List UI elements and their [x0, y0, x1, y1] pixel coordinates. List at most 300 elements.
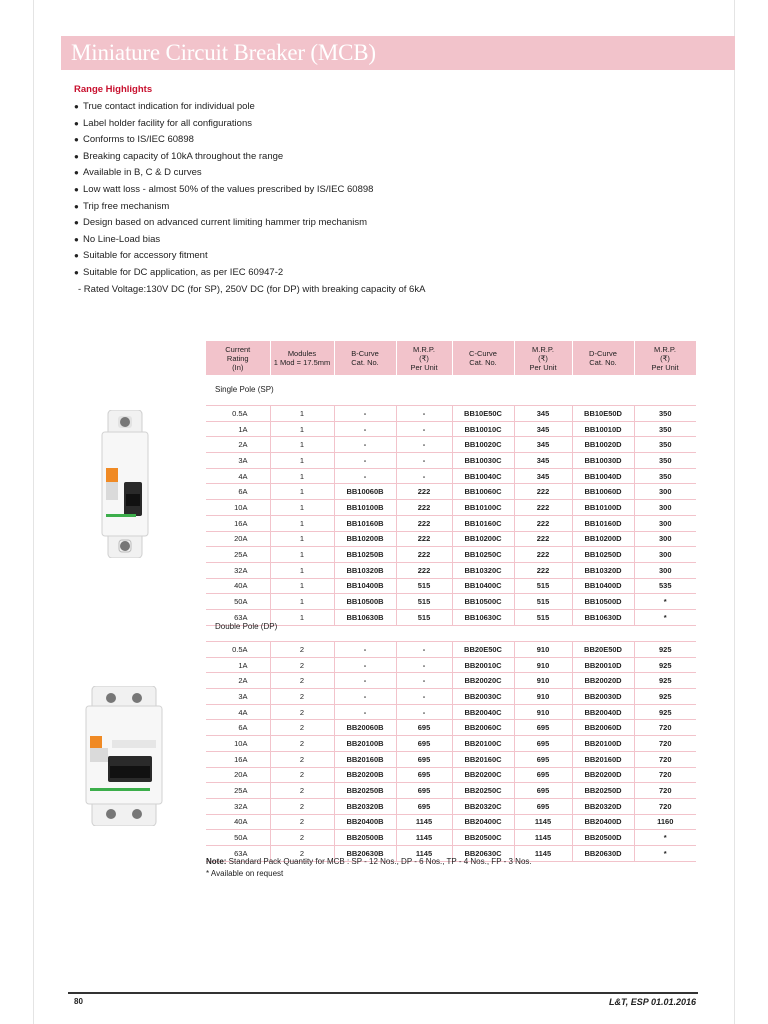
table-row: [206, 562, 696, 578]
table-cell: BB10020C: [452, 437, 514, 453]
table-cell: BB10160D: [572, 515, 634, 531]
column-header-line: Per Unit: [529, 362, 557, 372]
table-cell: 910: [514, 657, 572, 673]
table-cell: 515: [396, 578, 452, 594]
table-cell: 515: [396, 594, 452, 610]
column-header-line: Cat. No.: [589, 358, 617, 367]
table-cell: BB20160B: [334, 751, 396, 767]
column-header-line: (₹): [660, 353, 670, 363]
bullet-icon: ●: [74, 218, 79, 228]
table-cell: 1145: [396, 830, 452, 846]
table-cell: 63A: [206, 845, 270, 861]
title-band: [61, 36, 735, 70]
table-cell: 720: [634, 751, 696, 767]
table-cell: BB20200B: [334, 767, 396, 783]
table-cell: 16A: [206, 751, 270, 767]
table-cell: 695: [396, 720, 452, 736]
table-cell: 0.5A: [206, 406, 270, 422]
bullet-icon: ●: [74, 201, 79, 211]
table-cell: 345: [514, 453, 572, 469]
table-cell: 222: [396, 515, 452, 531]
table-cell: 695: [396, 751, 452, 767]
table-cell: BB10400D: [572, 578, 634, 594]
table-cell: 222: [514, 547, 572, 563]
table-cell: 345: [514, 406, 572, 422]
table-cell: -: [396, 704, 452, 720]
table-cell: 515: [514, 609, 572, 625]
table-cell: 535: [634, 578, 696, 594]
table-cell: 2: [270, 657, 334, 673]
table-cell: BB20630B: [334, 845, 396, 861]
table-cell: -: [334, 421, 396, 437]
column-header: [514, 341, 572, 375]
column-header-line: (₹): [419, 353, 429, 363]
table-cell: 695: [514, 798, 572, 814]
table-cell: 720: [634, 736, 696, 752]
table-cell: 6A: [206, 484, 270, 500]
table-cell: BB20630C: [452, 845, 514, 861]
highlight-text: True contact indication for individual pole: [83, 101, 255, 112]
table-cell: 1145: [396, 845, 452, 861]
table-cell: 1145: [396, 814, 452, 830]
table-cell: BB10250B: [334, 547, 396, 563]
table-cell: -: [396, 673, 452, 689]
highlight-text: Suitable for accessory fitment: [83, 250, 208, 262]
table-cell: 910: [514, 689, 572, 705]
table-cell: BB10630D: [572, 609, 634, 625]
table-cell: 2: [270, 673, 334, 689]
table-cell: 1145: [514, 830, 572, 846]
table-cell: 32A: [206, 798, 270, 814]
table-cell: 2: [270, 845, 334, 861]
table-cell: BB10030D: [572, 453, 634, 469]
table-cell: -: [334, 468, 396, 484]
note-label: Note:: [206, 857, 227, 866]
table-cell: 40A: [206, 578, 270, 594]
note: [206, 856, 532, 880]
table-row: [206, 642, 696, 658]
table-row: [206, 406, 696, 422]
table-cell: 720: [634, 783, 696, 799]
column-header-line: B-Curve: [351, 349, 379, 358]
table-cell: BB20250D: [572, 783, 634, 799]
table-cell: BB10500C: [452, 594, 514, 610]
table-cell: 1: [270, 437, 334, 453]
table-cell: 350: [634, 468, 696, 484]
table-cell: 695: [514, 751, 572, 767]
table-cell: 925: [634, 642, 696, 658]
column-header: [634, 341, 696, 375]
column-header-line: 1 Mod = 17.5mm: [273, 358, 331, 367]
bullet-icon: ●: [74, 102, 79, 111]
table-cell: 1: [270, 500, 334, 516]
table-cell: 910: [514, 673, 572, 689]
table-cell: BB10E50C: [452, 406, 514, 422]
table-cell: 1A: [206, 657, 270, 673]
table-cell: BB10630B: [334, 609, 396, 625]
table-cell: 2: [270, 689, 334, 705]
table-cell: 2: [270, 798, 334, 814]
table-cell: BB20200D: [572, 767, 634, 783]
table-cell: 720: [634, 720, 696, 736]
table-cell: BB10100C: [452, 500, 514, 516]
table-cell: BB20500C: [452, 830, 514, 846]
table-cell: 1: [270, 421, 334, 437]
double-pole-mcb-image: [78, 686, 168, 826]
bullet-icon: ●: [74, 267, 79, 277]
table-cell: 4A: [206, 704, 270, 720]
table-cell: BB10250C: [452, 547, 514, 563]
highlight-text: Low watt loss - almost 50% of the values prescribed by IS/IEC 60898: [83, 183, 374, 195]
table-row: [206, 578, 696, 594]
table-cell: BB20200C: [452, 767, 514, 783]
table-cell: BB10010C: [452, 421, 514, 437]
table-cell: BB20030D: [572, 689, 634, 705]
table-row: [206, 704, 696, 720]
table-cell: 925: [634, 673, 696, 689]
availability-footnote: * Available on request: [206, 869, 284, 878]
table-cell: 1: [270, 594, 334, 610]
column-header-line: Modules: [287, 349, 317, 358]
table-row: [206, 515, 696, 531]
table-cell: BB10160B: [334, 515, 396, 531]
table-cell: 695: [396, 736, 452, 752]
table-cell: BB20400D: [572, 814, 634, 830]
table-cell: -: [396, 468, 452, 484]
table-cell: -: [396, 437, 452, 453]
single-pole-table: [206, 405, 696, 626]
table-cell: *: [634, 609, 696, 625]
column-header-line: D-Curve: [589, 349, 617, 358]
table-cell: BB10060C: [452, 484, 514, 500]
column-header-line: M.R.P.: [413, 344, 435, 354]
table-cell: 720: [634, 798, 696, 814]
double-pole-table: [206, 641, 696, 862]
table-cell: 222: [396, 562, 452, 578]
table-cell: 720: [634, 767, 696, 783]
column-header: [206, 341, 270, 375]
footer-rule: [68, 992, 698, 994]
table-cell: 2: [270, 814, 334, 830]
table-cell: 1: [270, 547, 334, 563]
table-cell: -: [334, 689, 396, 705]
table-cell: BB10060B: [334, 484, 396, 500]
table-cell: 20A: [206, 767, 270, 783]
table-cell: BB20100B: [334, 736, 396, 752]
note-text: Standard Pack Quantity for MCB : SP - 12 Nos., DP - 6 Nos., TP - 4 Nos., FP - 3 Nos.: [226, 857, 532, 866]
table-row: [206, 437, 696, 453]
table-cell: 2A: [206, 437, 270, 453]
table-cell: BB10040D: [572, 468, 634, 484]
table-row: [206, 830, 696, 846]
column-header-line: Per Unit: [410, 362, 438, 372]
table-cell: 2: [270, 736, 334, 752]
table-cell: 695: [514, 783, 572, 799]
table-cell: 925: [634, 704, 696, 720]
column-header-line: (₹): [538, 353, 548, 363]
footer-publication: L&T, ESP 01.01.2016: [608, 997, 696, 1007]
table-cell: 6A: [206, 720, 270, 736]
table-cell: 222: [514, 484, 572, 500]
table-cell: BB20500D: [572, 830, 634, 846]
table-cell: BB10200C: [452, 531, 514, 547]
table-cell: BB20250C: [452, 783, 514, 799]
table-cell: 695: [514, 767, 572, 783]
table-cell: -: [396, 453, 452, 469]
table-cell: *: [634, 845, 696, 861]
table-row: [206, 657, 696, 673]
table-cell: 910: [514, 704, 572, 720]
column-header: [572, 341, 634, 375]
table-row: [206, 689, 696, 705]
table-cell: 925: [634, 689, 696, 705]
table-cell: 2: [270, 720, 334, 736]
table-row: [206, 453, 696, 469]
table-cell: BB10200B: [334, 531, 396, 547]
table-cell: -: [334, 642, 396, 658]
page-number: 80: [74, 997, 83, 1006]
table-cell: 350: [634, 453, 696, 469]
table-row: [206, 500, 696, 516]
table-cell: BB10040C: [452, 468, 514, 484]
table-cell: BB20010C: [452, 657, 514, 673]
table-row: [206, 783, 696, 799]
double-pole-label: Double Pole (DP): [215, 622, 278, 631]
highlights-heading: Range Highlights: [74, 84, 153, 95]
table-cell: 2: [270, 830, 334, 846]
table-cell: *: [634, 594, 696, 610]
column-header-line: M.R.P.: [654, 344, 676, 354]
table-cell: BB20030C: [452, 689, 514, 705]
table-cell: 4A: [206, 468, 270, 484]
highlight-text: Available in B, C & D curves: [83, 167, 202, 179]
table-cell: 1: [270, 453, 334, 469]
table-cell: BB10010D: [572, 421, 634, 437]
table-cell: 0.5A: [206, 642, 270, 658]
bullet-icon: ●: [74, 151, 79, 161]
column-header: [334, 341, 396, 375]
table-cell: 2A: [206, 673, 270, 689]
table-cell: 925: [634, 657, 696, 673]
highlight-item: [74, 199, 674, 216]
table-cell: 222: [396, 547, 452, 563]
table-cell: 695: [514, 720, 572, 736]
page-title: Miniature Circuit Breaker (MCB): [71, 40, 376, 65]
table-cell: 695: [396, 783, 452, 799]
bullet-icon: ●: [74, 168, 79, 178]
table-cell: 1: [270, 578, 334, 594]
column-header: [396, 341, 452, 375]
table-cell: 695: [396, 767, 452, 783]
table-cell: BB10060D: [572, 484, 634, 500]
highlight-item: [74, 232, 674, 249]
table-cell: 1: [270, 562, 334, 578]
table-cell: 10A: [206, 736, 270, 752]
table-cell: 20A: [206, 531, 270, 547]
table-cell: 2: [270, 767, 334, 783]
table-cell: -: [396, 657, 452, 673]
highlights-list: [74, 99, 674, 298]
table-row: [206, 547, 696, 563]
table-cell: 345: [514, 421, 572, 437]
highlight-text: Conforms to IS/IEC 60898: [83, 134, 194, 146]
table-cell: 1: [270, 406, 334, 422]
table-cell: 2: [270, 642, 334, 658]
table-cell: BB10500D: [572, 594, 634, 610]
table-cell: 2: [270, 751, 334, 767]
table-cell: 515: [514, 594, 572, 610]
table-cell: 1: [270, 468, 334, 484]
bullet-icon: ●: [74, 118, 79, 128]
table-cell: 1145: [514, 845, 572, 861]
table-cell: 222: [514, 500, 572, 516]
highlight-sub-item: - Rated Voltage:130V DC (for SP), 250V DC (for DP) with breaking capacity of 6kA: [78, 283, 426, 295]
highlight-text: Breaking capacity of 10kA throughout the range: [83, 150, 284, 162]
table-cell: 300: [634, 562, 696, 578]
table-cell: BB10500B: [334, 594, 396, 610]
column-header-line: Rating: [226, 353, 249, 363]
table-cell: 50A: [206, 830, 270, 846]
bullet-icon: ●: [74, 234, 79, 244]
column-header: [452, 341, 514, 375]
table-cell: 1: [270, 484, 334, 500]
table-cell: BB20500B: [334, 830, 396, 846]
single-pole-label: Single Pole (SP): [215, 385, 274, 394]
bullet-icon: ●: [74, 184, 79, 194]
table-cell: 222: [514, 562, 572, 578]
table-cell: BB20400C: [452, 814, 514, 830]
table-cell: BB20040D: [572, 704, 634, 720]
table-cell: 300: [634, 531, 696, 547]
single-pole-mcb-image: [88, 410, 158, 558]
highlight-item: [74, 116, 674, 133]
column-header-line: Current: [225, 344, 251, 354]
table-cell: 1A: [206, 421, 270, 437]
table-cell: 345: [514, 468, 572, 484]
table-cell: 25A: [206, 547, 270, 563]
table-row: [206, 814, 696, 830]
bullet-icon: ●: [74, 135, 79, 145]
table-row: [206, 484, 696, 500]
table-cell: 3A: [206, 453, 270, 469]
highlight-item: [74, 132, 674, 149]
table-cell: 1: [270, 515, 334, 531]
table-cell: 300: [634, 547, 696, 563]
table-cell: 222: [396, 500, 452, 516]
table-cell: 515: [396, 609, 452, 625]
table-row: [206, 751, 696, 767]
table-cell: 350: [634, 406, 696, 422]
highlight-item: [74, 99, 674, 116]
table-cell: BB20320D: [572, 798, 634, 814]
table-row: [206, 531, 696, 547]
table-cell: BB10100B: [334, 500, 396, 516]
table-cell: *: [634, 830, 696, 846]
table-cell: BB10320D: [572, 562, 634, 578]
highlight-text: Design based on advanced current limiting hammer trip mechanism: [83, 217, 368, 229]
table-header: [206, 341, 697, 375]
column-header-line: Cat. No.: [469, 358, 497, 367]
table-cell: 3A: [206, 689, 270, 705]
column-header-line: Cat. No.: [351, 358, 379, 367]
table-cell: 695: [396, 798, 452, 814]
table-cell: BB20100C: [452, 736, 514, 752]
table-cell: -: [396, 421, 452, 437]
highlight-item: [74, 215, 674, 232]
column-header: [270, 341, 334, 375]
table-cell: BB20010D: [572, 657, 634, 673]
table-cell: 1145: [514, 814, 572, 830]
table-row: [206, 468, 696, 484]
column-header-line: (In): [232, 362, 244, 372]
table-cell: 16A: [206, 515, 270, 531]
highlight-text: Label holder facility for all configurations: [83, 117, 252, 129]
table-cell: BB10E50D: [572, 406, 634, 422]
table-row: [206, 594, 696, 610]
table-cell: BB10160C: [452, 515, 514, 531]
table-cell: 300: [634, 484, 696, 500]
table-cell: 2: [270, 704, 334, 720]
table-cell: 300: [634, 515, 696, 531]
table-cell: BB20060D: [572, 720, 634, 736]
pack-quantity-note: [206, 856, 532, 868]
highlight-item: [74, 149, 674, 166]
table-cell: -: [334, 406, 396, 422]
table-cell: BB10320B: [334, 562, 396, 578]
table-cell: BB10400C: [452, 578, 514, 594]
table-cell: -: [334, 657, 396, 673]
table-cell: BB20160D: [572, 751, 634, 767]
highlight-text: Suitable for DC application, as per IEC 60947-2: [83, 266, 284, 278]
table-cell: 1: [270, 609, 334, 625]
table-cell: 345: [514, 437, 572, 453]
table-row: [206, 736, 696, 752]
table-cell: -: [334, 704, 396, 720]
table-cell: 40A: [206, 814, 270, 830]
highlight-item: [74, 248, 674, 265]
bullet-icon: ●: [74, 251, 79, 261]
table-cell: 695: [514, 736, 572, 752]
table-cell: 32A: [206, 562, 270, 578]
table-cell: -: [396, 406, 452, 422]
table-cell: -: [334, 453, 396, 469]
range-highlights: [74, 84, 674, 298]
table-cell: BB20020D: [572, 673, 634, 689]
table-cell: BB10100D: [572, 500, 634, 516]
table-cell: BB20160C: [452, 751, 514, 767]
table-cell: -: [396, 689, 452, 705]
table-row: [206, 421, 696, 437]
table-cell: 10A: [206, 500, 270, 516]
table-cell: BB20060B: [334, 720, 396, 736]
highlight-item: [74, 165, 674, 182]
table-cell: BB20630D: [572, 845, 634, 861]
table-row: [206, 720, 696, 736]
column-header-line: Per Unit: [651, 362, 679, 372]
table-cell: 25A: [206, 783, 270, 799]
table-cell: 2: [270, 783, 334, 799]
highlight-item: [74, 182, 674, 199]
table-cell: BB10250D: [572, 547, 634, 563]
table-cell: BB20250B: [334, 783, 396, 799]
table-cell: 515: [514, 578, 572, 594]
table-cell: BB10630C: [452, 609, 514, 625]
table-cell: BB20060C: [452, 720, 514, 736]
table-cell: -: [334, 437, 396, 453]
table-cell: BB20400B: [334, 814, 396, 830]
table-cell: -: [396, 642, 452, 658]
table-cell: 50A: [206, 594, 270, 610]
